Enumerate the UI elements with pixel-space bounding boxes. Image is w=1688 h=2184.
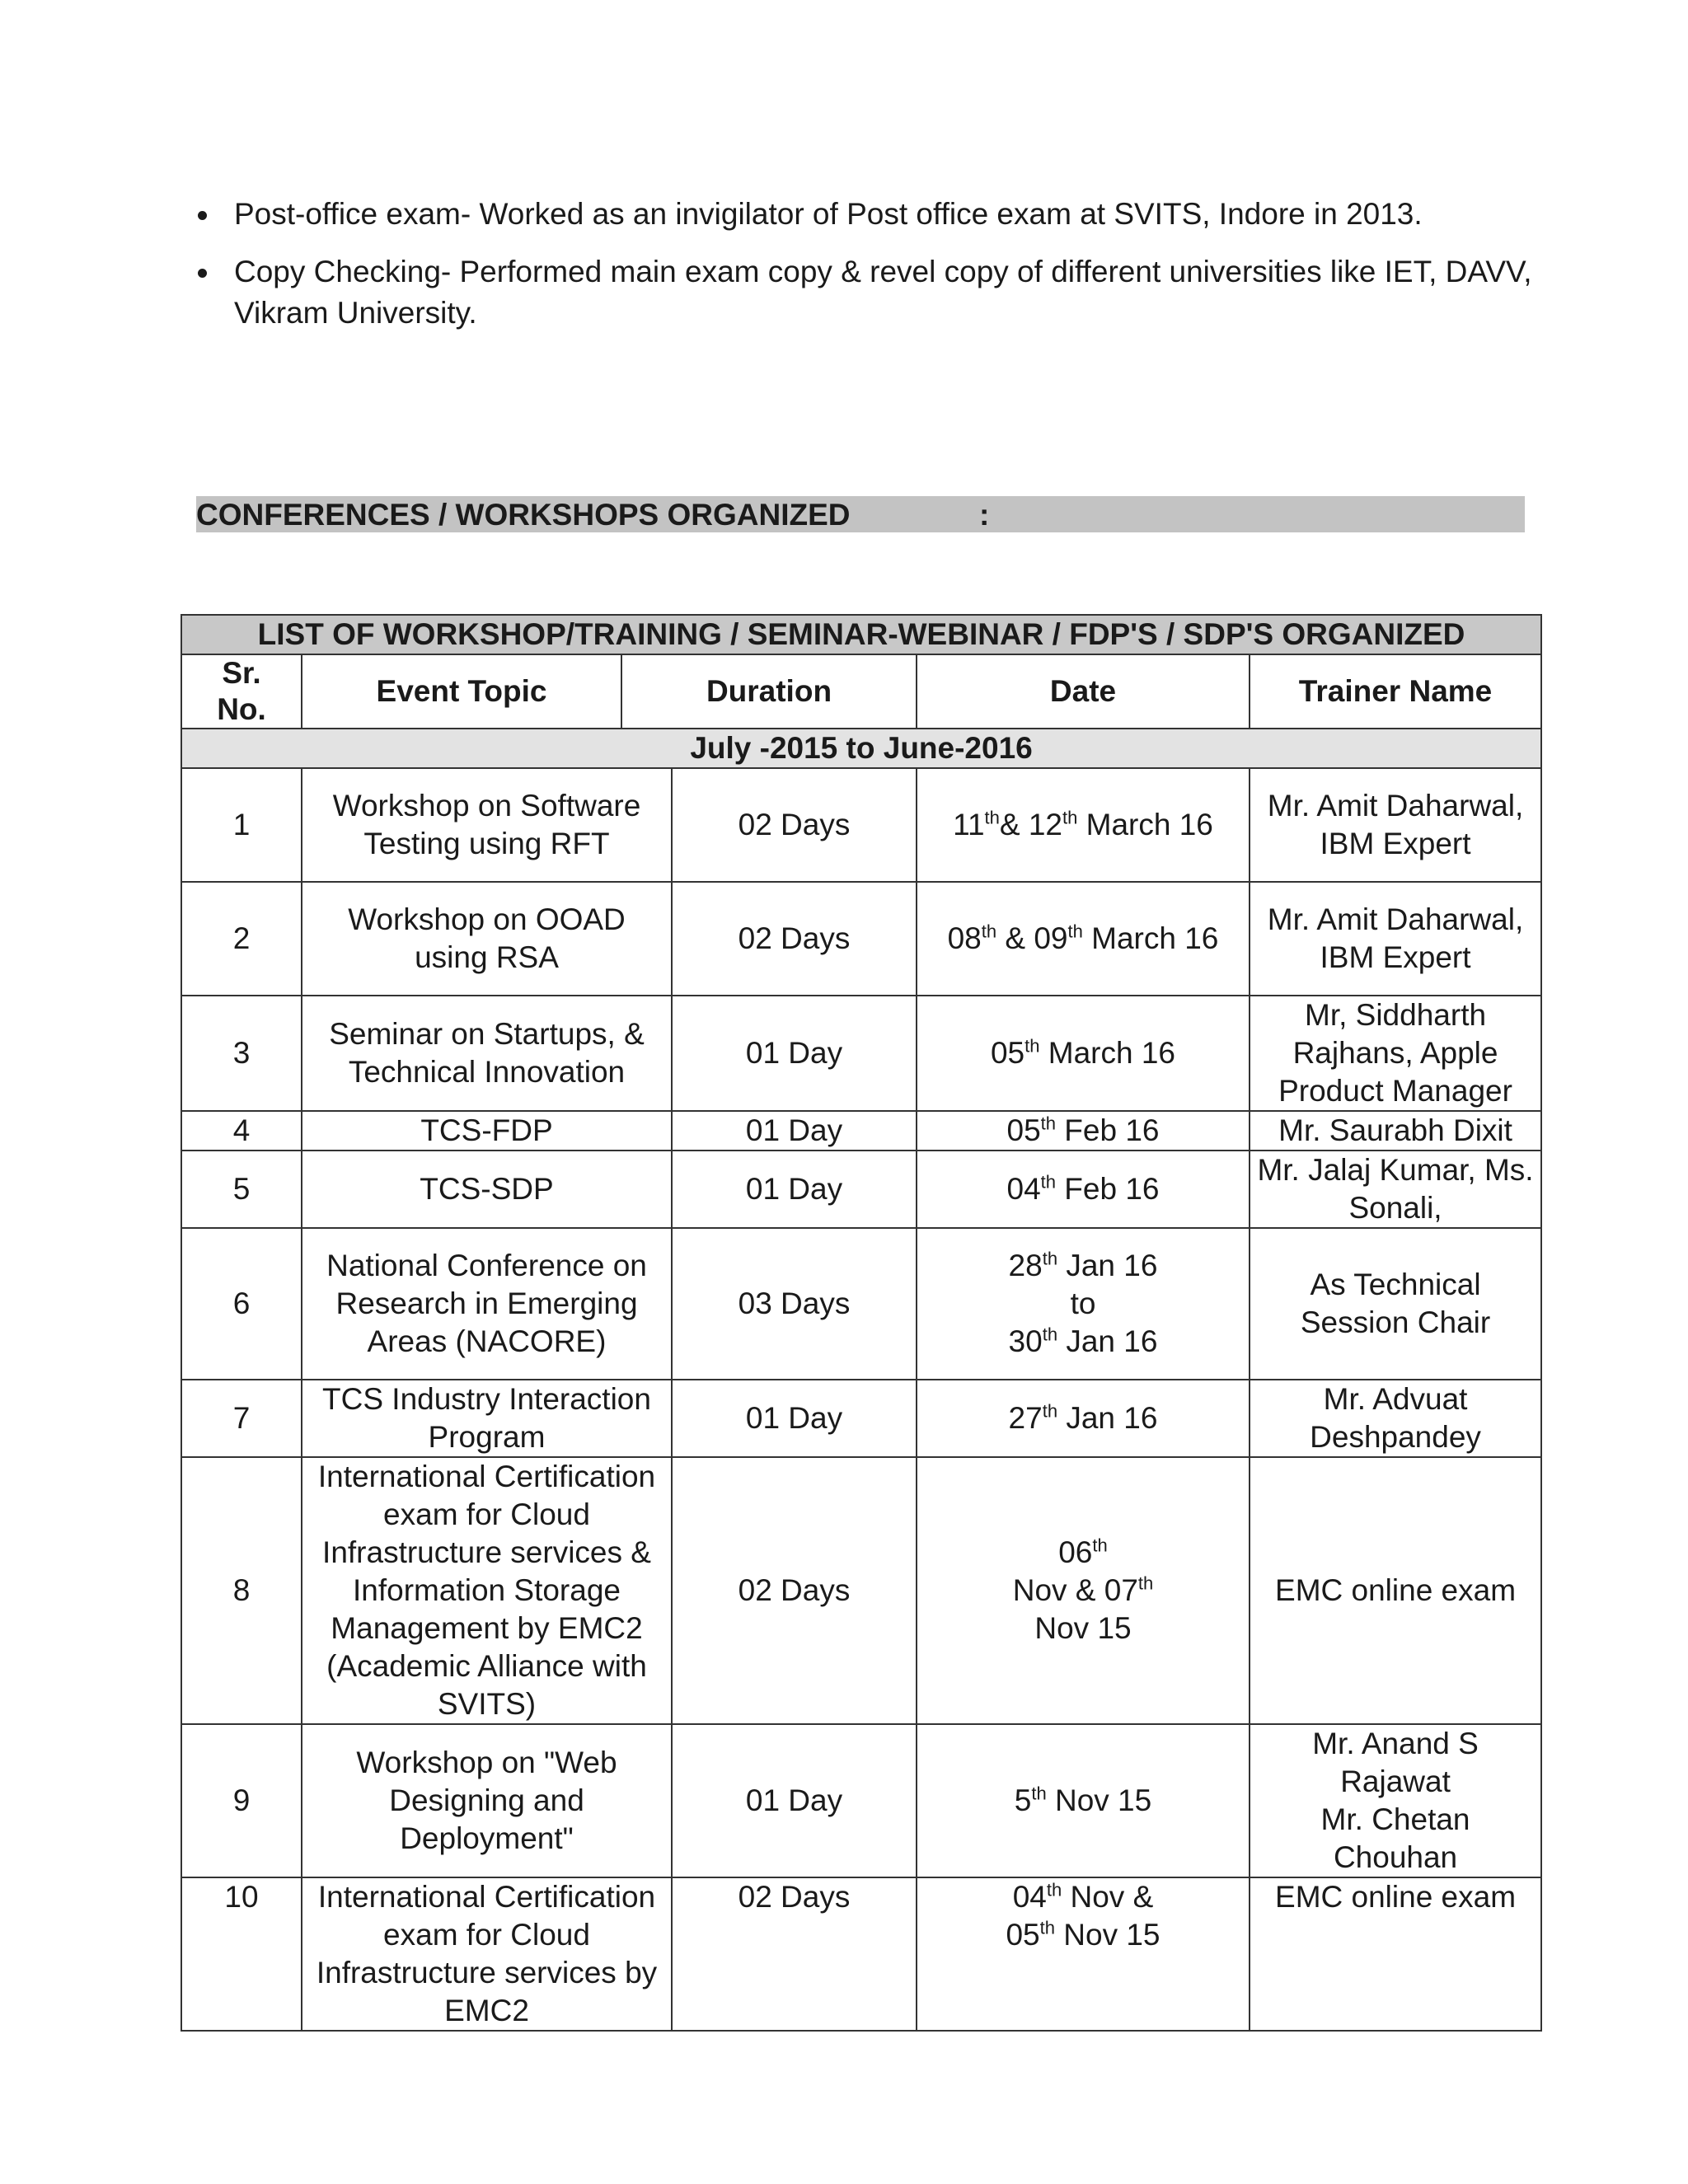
cell-duration: 01 Day <box>672 1151 917 1228</box>
cell-trainer-name: EMC online exam <box>1250 1877 1541 2031</box>
table-row <box>181 1111 1541 1151</box>
cell-date: 04th Feb 16 <box>917 1151 1250 1228</box>
cell-date: 28th Jan 16 to 30th Jan 16 <box>917 1228 1250 1380</box>
cell-sr-no: 9 <box>181 1724 302 1877</box>
section-heading <box>196 496 1525 532</box>
cell-event-topic: TCS-FDP <box>302 1111 672 1151</box>
cell-event-topic: TCS Industry Interaction Program <box>302 1380 672 1457</box>
bullet-dot-icon <box>198 269 207 278</box>
events-table <box>181 614 1542 2032</box>
cell-date: 27th Jan 16 <box>917 1380 1250 1457</box>
table-row <box>181 1457 1541 1724</box>
cell-duration: 01 Day <box>672 1380 917 1457</box>
bullet-text: Post-office exam- Worked as an invigilator of Post office exam at SVITS, Indore in 2013. <box>234 197 1423 231</box>
cell-trainer-name: Mr. Advuat Deshpandey <box>1250 1380 1541 1457</box>
cell-date: 06th Nov & 07th Nov 15 <box>917 1457 1250 1724</box>
cell-sr-no: 8 <box>181 1457 302 1724</box>
cell-trainer-name: As Technical Session Chair <box>1250 1228 1541 1380</box>
cell-sr-no: 5 <box>181 1151 302 1228</box>
cell-event-topic: Workshop on "Web Designing and Deployment" <box>302 1724 672 1877</box>
list-item <box>198 251 1550 334</box>
cell-sr-no: 6 <box>181 1228 302 1380</box>
header-trainer-name: Trainer Name <box>1250 654 1541 729</box>
cell-duration: 02 Days <box>672 768 917 882</box>
cell-event-topic: International Certification exam for Cloud Infrastructure services & Information Storage Management by EMC2 (Academic Alliance with SVITS) <box>302 1457 672 1724</box>
cell-event-topic: Workshop on Software Testing using RFT <box>302 768 672 882</box>
cell-duration: 01 Day <box>672 996 917 1111</box>
cell-trainer-name: EMC online exam <box>1250 1457 1541 1724</box>
cell-date: 05th March 16 <box>917 996 1250 1111</box>
cell-duration: 01 Day <box>672 1724 917 1877</box>
cell-trainer-name: Mr. Jalaj Kumar, Ms. Sonali, <box>1250 1151 1541 1228</box>
cell-trainer-name: Mr. Amit Daharwal, IBM Expert <box>1250 768 1541 882</box>
cell-date: 04th Nov & 05th Nov 15 <box>917 1877 1250 2031</box>
cell-duration: 02 Days <box>672 1877 917 2031</box>
bullet-list <box>198 194 1550 350</box>
cell-event-topic: Workshop on OOAD using RSA <box>302 882 672 996</box>
table-row <box>181 1380 1541 1457</box>
cell-event-topic: International Certification exam for Cloud Infrastructure services by EMC2 <box>302 1877 672 2031</box>
section-heading-colon: : <box>979 498 990 532</box>
header-event-topic: Event Topic <box>302 655 622 728</box>
cell-sr-no: 3 <box>181 996 302 1111</box>
cell-duration: 02 Days <box>672 882 917 996</box>
cell-event-topic: TCS-SDP <box>302 1151 672 1228</box>
cell-event-topic: Seminar on Startups, & Technical Innovation <box>302 996 672 1111</box>
header-duration: Duration <box>706 674 832 708</box>
cell-date: 05th Feb 16 <box>917 1111 1250 1151</box>
header-sr-no-label: Sr. No. <box>217 656 266 726</box>
cell-date: 5th Nov 15 <box>917 1724 1250 1877</box>
table-row <box>181 1228 1541 1380</box>
table-row <box>181 882 1541 996</box>
bullet-text: Copy Checking- Performed main exam copy & revel copy of different universities like IET, DAVV, Vikram University. <box>234 255 1532 330</box>
cell-date: 08th & 09th March 16 <box>917 882 1250 996</box>
cell-trainer-name: Mr, Siddharth Rajhans, Apple Product Manager <box>1250 996 1541 1111</box>
bullet-dot-icon <box>198 211 207 220</box>
section-heading-text: CONFERENCES / WORKSHOPS ORGANIZED <box>196 498 851 532</box>
cell-sr-no: 10 <box>181 1877 302 2031</box>
cell-event-topic: National Conference on Research in Emerging Areas (NACORE) <box>302 1228 672 1380</box>
list-item <box>198 194 1550 235</box>
cell-trainer-name: Mr. Anand S Rajawat Mr. Chetan Chouhan <box>1250 1724 1541 1877</box>
cell-duration: 02 Days <box>672 1457 917 1724</box>
table-header-row <box>181 654 1541 729</box>
period-label: July -2015 to June-2016 <box>181 729 1541 768</box>
cell-duration: 03 Days <box>672 1228 917 1380</box>
cell-trainer-name: Mr. Saurabh Dixit <box>1250 1111 1541 1151</box>
cell-duration: 01 Day <box>672 1111 917 1151</box>
cell-date: 11th& 12th March 16 <box>917 768 1250 882</box>
table-row <box>181 1724 1541 1877</box>
table-title-row <box>181 615 1541 654</box>
cell-sr-no: 2 <box>181 882 302 996</box>
table-title: LIST OF WORKSHOP/TRAINING / SEMINAR-WEBINAR / FDP'S / SDP'S ORGANIZED <box>181 615 1541 654</box>
table-row <box>181 768 1541 882</box>
cell-sr-no: 4 <box>181 1111 302 1151</box>
header-date: Date <box>917 654 1250 729</box>
cell-trainer-name: Mr. Amit Daharwal, IBM Expert <box>1250 882 1541 996</box>
header-sr-no <box>181 654 302 729</box>
header-topic-duration <box>302 654 917 729</box>
table-row <box>181 1877 1541 2031</box>
period-row <box>181 729 1541 768</box>
cell-sr-no: 1 <box>181 768 302 882</box>
cell-sr-no: 7 <box>181 1380 302 1457</box>
table-row <box>181 996 1541 1111</box>
table-row <box>181 1151 1541 1228</box>
